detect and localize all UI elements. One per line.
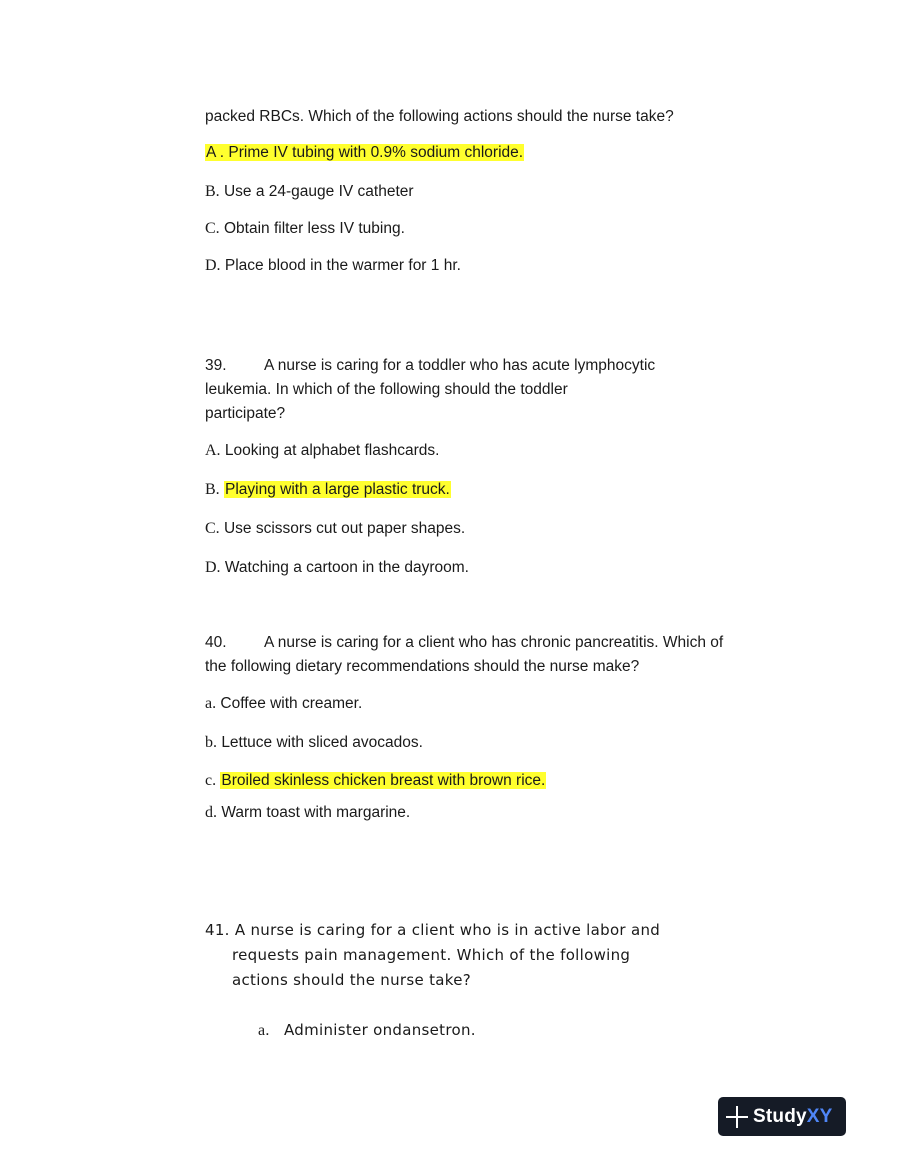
q40-option-a-letter: a. xyxy=(205,695,217,712)
q39-stem-line-2: leukemia. In which of the following should the toddler xyxy=(205,381,568,398)
q38-option-d-letter: D. xyxy=(205,257,221,274)
q41-stem-line-3: actions should the nurse take? xyxy=(232,971,472,989)
q39-option-d-text: Watching a cartoon in the dayroom. xyxy=(224,559,469,576)
q38-option-d-text: Place blood in the warmer for 1 hr. xyxy=(224,257,461,274)
q39-option-a xyxy=(205,441,439,461)
q38-stem-tail: packed RBCs. Which of the following actions should the nurse take? xyxy=(205,108,674,125)
q40-option-c-letter: c. xyxy=(205,772,217,789)
q38-option-a xyxy=(205,143,524,163)
q40-option-b-letter: b. xyxy=(205,734,217,751)
q40-stem-line-1: 40. A nurse is caring for a client who has chronic pancreatitis. Which of xyxy=(205,634,724,651)
q38-option-b xyxy=(205,182,414,202)
q41-stem-line-1: 41. A nurse is caring for a client who is in active labor and xyxy=(205,921,661,939)
q39-stem-line-3: participate? xyxy=(205,405,286,422)
q40-option-d-text: Warm toast with margarine. xyxy=(221,804,411,821)
q39-option-a-text: Looking at alphabet flashcards. xyxy=(224,442,440,459)
q38-option-d xyxy=(205,256,461,276)
q39-stem-line-1: 39. A nurse is caring for a toddler who has acute lymphocytic xyxy=(205,357,656,374)
q40-option-a-text: Coffee with creamer. xyxy=(220,695,363,712)
q41-number: 41. xyxy=(205,921,230,939)
q39-number: 39. xyxy=(205,357,227,374)
q40-option-a xyxy=(205,694,362,714)
q40-option-c-text: Broiled skinless chicken breast with brown rice. xyxy=(221,772,546,789)
q39-option-b-text: Playing with a large plastic truck. xyxy=(224,481,450,498)
q40-stem-line-2: the following dietary recommendations should the nurse make? xyxy=(205,658,640,675)
q39-option-b xyxy=(205,480,451,500)
q39-option-c-letter: C. xyxy=(205,520,220,537)
q40-number: 40. xyxy=(205,634,227,651)
q38-option-c xyxy=(205,219,405,239)
q41-option-a-letter: a. xyxy=(258,1022,270,1039)
q39-option-b-letter: B. xyxy=(205,481,220,498)
q39-option-c-text: Use scissors cut out paper shapes. xyxy=(223,520,466,537)
plus-icon xyxy=(726,1106,748,1128)
brand-name-main: Study xyxy=(753,1105,807,1127)
q41-option-a-text: Administer ondansetron. xyxy=(284,1021,476,1039)
q40-option-c xyxy=(205,771,546,791)
q40-option-d xyxy=(205,803,410,823)
q38-option-b-letter: B. xyxy=(205,183,220,200)
q39-option-d xyxy=(205,558,469,578)
q39-option-c xyxy=(205,519,465,539)
q40-option-b-text: Lettuce with sliced avocados. xyxy=(221,734,423,751)
q38-option-a-letter: A . xyxy=(206,144,225,161)
brand-name xyxy=(753,1106,833,1128)
q38-option-b-text: Use a 24-gauge IV catheter xyxy=(223,183,414,200)
studyxy-logo[interactable] xyxy=(718,1097,846,1136)
q40-option-d-letter: d. xyxy=(205,804,217,821)
q38-option-c-letter: C. xyxy=(205,220,220,237)
q38-option-a-text: Prime IV tubing with 0.9% sodium chloride. xyxy=(228,144,524,161)
q41-option-a xyxy=(258,1020,476,1041)
q39-option-a-letter: A. xyxy=(205,442,221,459)
brand-name-accent: XY xyxy=(806,1105,833,1127)
q41-stem-line-2: requests pain management. Which of the following xyxy=(232,946,631,964)
q40-option-b xyxy=(205,733,423,753)
q38-option-c-text: Obtain filter less IV tubing. xyxy=(223,220,405,237)
q39-option-d-letter: D. xyxy=(205,559,221,576)
